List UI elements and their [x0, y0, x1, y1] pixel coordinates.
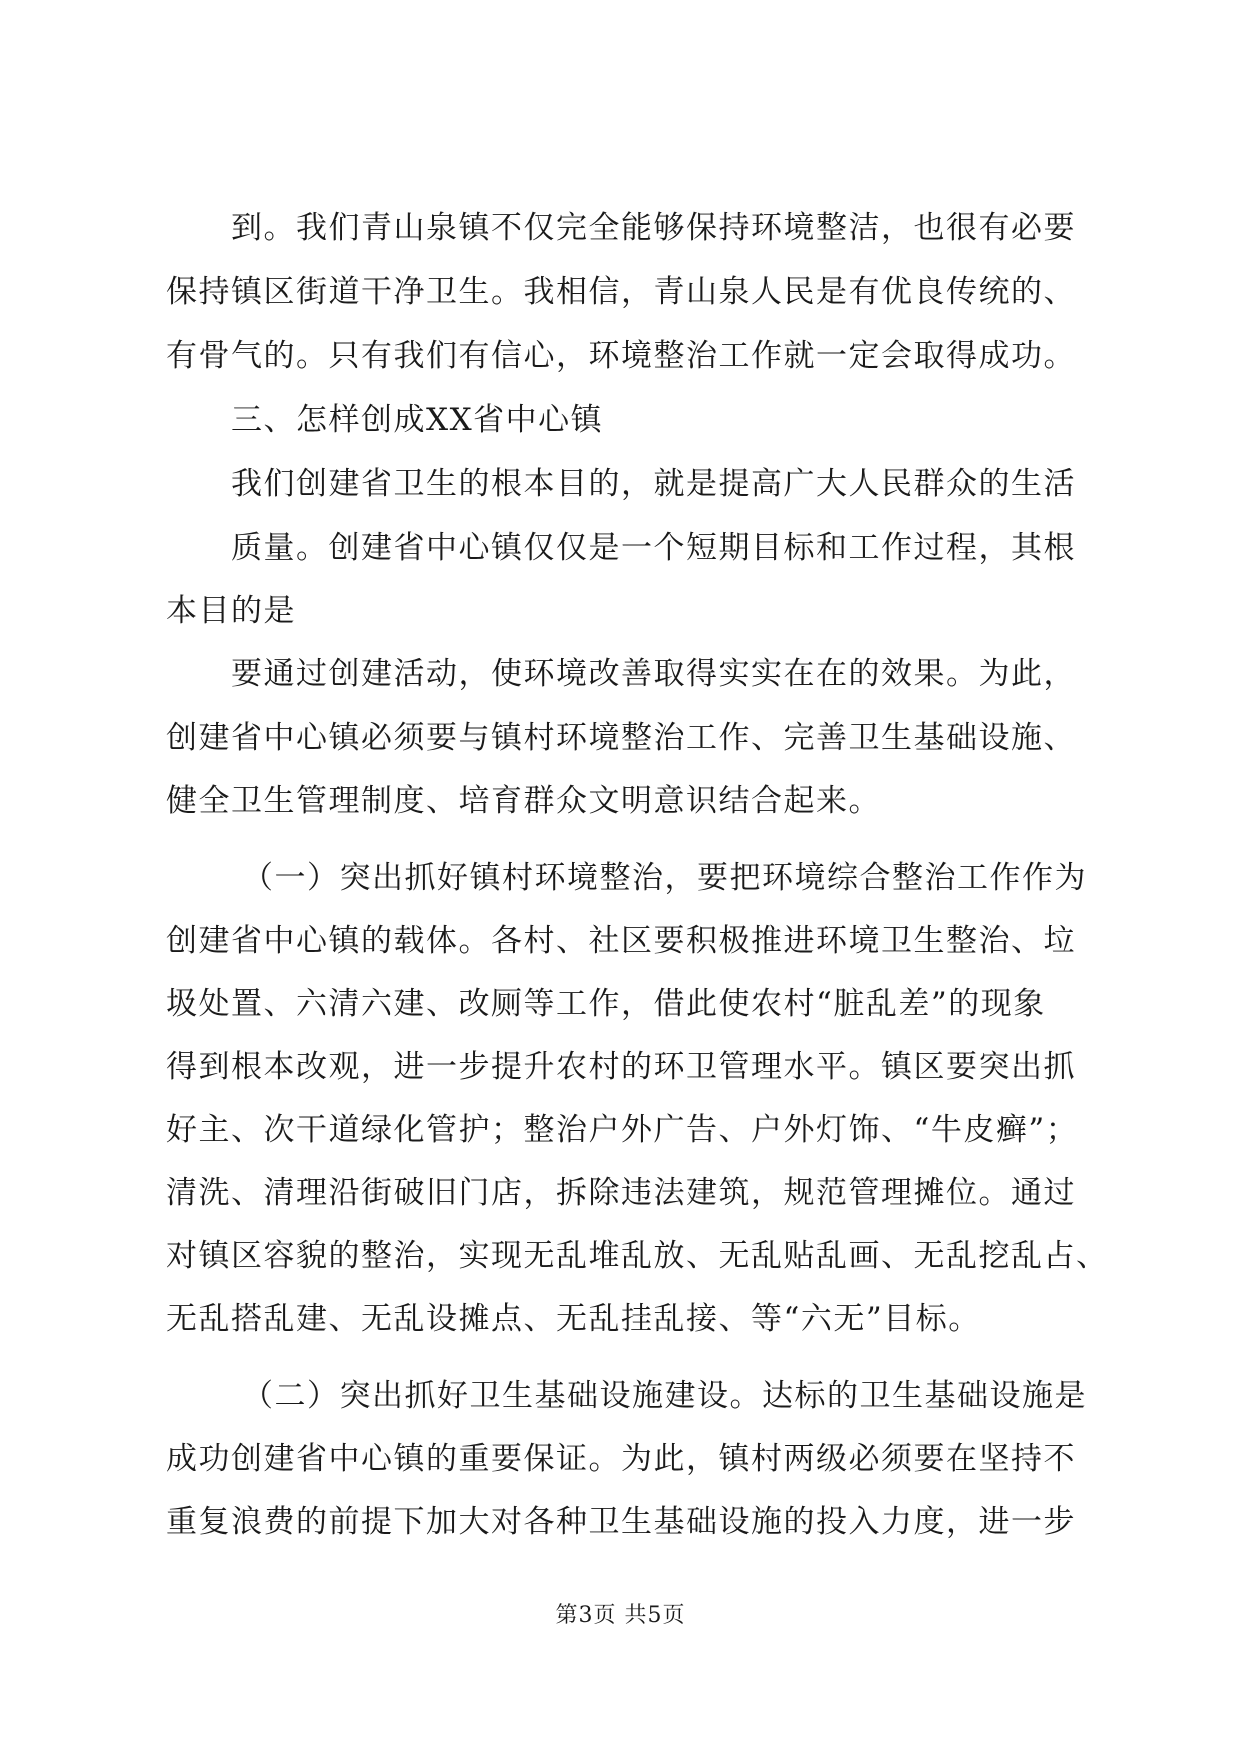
- text-line: 本目的是: [166, 593, 296, 629]
- text-line: 要通过创建活动，使环境改善取得实实在在的效果。为此，: [231, 656, 1076, 692]
- text-line: 健全卫生管理制度、培育群众文明意识结合起来。: [166, 783, 881, 819]
- text-line: （一）突出抓好镇村环境整治，要把环境综合整治工作作为: [242, 860, 1087, 896]
- text-line: 质量。创建省中心镇仅仅是一个短期目标和工作过程，其根: [231, 530, 1076, 566]
- text-line: 成功创建省中心镇的重要保证。为此，镇村两级必须要在坚持不: [166, 1441, 1076, 1477]
- text-line: 我们创建省卫生的根本目的，就是提高广大人民群众的生活: [231, 466, 1076, 502]
- text-line: （二）突出抓好卫生基础设施建设。达标的卫生基础设施是: [242, 1378, 1087, 1414]
- text-line: 清洗、清理沿街破旧门店，拆除违法建筑，规范管理摊位。通过: [166, 1175, 1076, 1211]
- text-line: 得到根本改观，进一步提升农村的环卫管理水平。镇区要突出抓: [166, 1049, 1076, 1085]
- text-line: 有骨气的。只有我们有信心，环境整治工作就一定会取得成功。: [166, 338, 1076, 374]
- text-line: 好主、次干道绿化管护；整治户外广告、户外灯饰、“牛皮癣”；: [166, 1112, 1079, 1148]
- text-line: 重复浪费的前提下加大对各种卫生基础设施的投入力度，进一步: [166, 1504, 1076, 1540]
- text-line: 创建省中心镇必须要与镇村环境整治工作、完善卫生基础设施、: [166, 720, 1076, 756]
- page-footer: 第3页 共5页: [555, 1603, 686, 1628]
- text-line: 无乱搭乱建、无乱设摊点、无乱挂乱接、等“六无”目标。: [166, 1301, 981, 1337]
- text-line: 保持镇区街道干净卫生。我相信，青山泉人民是有优良传统的、: [166, 274, 1076, 310]
- section-heading: 三、怎样创成XX省中心镇: [231, 402, 604, 438]
- text-line: 到。我们青山泉镇不仅完全能够保持环境整洁，也很有必要: [231, 210, 1076, 246]
- text-line: 圾处置、六清六建、改厕等工作，借此使农村“脏乱差”的现象: [166, 986, 1046, 1022]
- text-line: 对镇区容貌的整治，实现无乱堆乱放、无乱贴乱画、无乱挖乱占、: [166, 1238, 1109, 1274]
- text-line: 创建省中心镇的载体。各村、社区要积极推进环境卫生整治、垃: [166, 923, 1076, 959]
